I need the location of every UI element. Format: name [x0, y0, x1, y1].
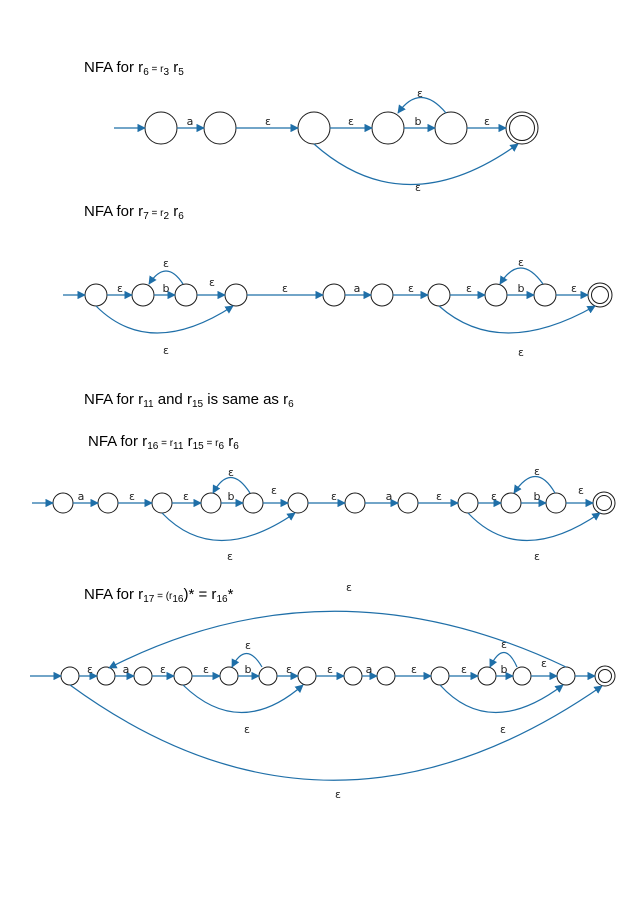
transition-label: ε	[163, 344, 169, 357]
state	[152, 493, 172, 513]
transition-label: a	[385, 490, 393, 503]
transition-label: b	[414, 115, 422, 128]
state	[501, 493, 521, 513]
transition-label: ε	[436, 490, 442, 503]
state	[204, 112, 236, 144]
transition-label: ε	[518, 256, 524, 269]
state	[132, 284, 154, 306]
state	[513, 667, 531, 685]
state	[288, 493, 308, 513]
transition-label: ε	[501, 638, 507, 651]
state	[478, 667, 496, 685]
state	[134, 667, 152, 685]
state	[201, 493, 221, 513]
transition-label: ε	[87, 663, 93, 676]
title-r16: NFA for $r_{16}$ $^{= r}_{11}$ $r_{15}$ $^{= r}_6$ $r_6$	[88, 433, 239, 452]
state	[398, 493, 418, 513]
transition-label: b	[533, 490, 541, 503]
transition-label: ε	[500, 723, 506, 736]
state	[372, 112, 404, 144]
accept-state-inner	[510, 116, 535, 141]
transition-label: ε	[209, 276, 215, 289]
state	[225, 284, 247, 306]
transition-label: b	[517, 282, 525, 295]
state	[298, 667, 316, 685]
state	[344, 667, 362, 685]
transition-label: ε	[271, 484, 277, 497]
transition-label: ε	[578, 484, 584, 497]
transition-label: ε	[228, 466, 234, 479]
state	[534, 284, 556, 306]
transition-label: ε	[571, 282, 577, 295]
state	[428, 284, 450, 306]
state	[371, 284, 393, 306]
transition-arrow	[468, 513, 600, 541]
transition-label: ε	[408, 282, 414, 295]
transition-label: b	[500, 663, 508, 676]
transition-label: ε	[327, 663, 333, 676]
transition-label: ε	[286, 663, 292, 676]
state	[243, 493, 263, 513]
state	[298, 112, 330, 144]
state	[175, 284, 197, 306]
transition-label: ε	[163, 257, 169, 270]
transition-label: ε	[484, 115, 490, 128]
transition-label: ε	[227, 550, 233, 563]
state	[145, 112, 177, 144]
transition-label: ε	[331, 490, 337, 503]
state	[557, 667, 575, 685]
transition-label: b	[244, 663, 252, 676]
transition-label: ε	[117, 282, 123, 295]
state	[377, 667, 395, 685]
transition-arrow	[440, 685, 563, 713]
transition-label: ε	[411, 663, 417, 676]
transition-arrow	[162, 513, 295, 541]
transition-label: ε	[541, 657, 547, 670]
accept-state-inner	[592, 287, 609, 304]
transition-label: a	[77, 490, 85, 503]
state	[546, 493, 566, 513]
title-r6: NFA for $r_6$ $^{= r}_3$ $r_5$	[84, 59, 184, 78]
transition-label: a	[122, 663, 130, 676]
transition-arrow	[183, 685, 303, 713]
transition-label: ε	[534, 465, 540, 478]
transition-label: ε	[335, 788, 341, 801]
transition-label: ε	[466, 282, 472, 295]
state	[323, 284, 345, 306]
transition-arrow	[439, 306, 595, 333]
transition-label: ε	[417, 87, 423, 100]
transition-label: ε	[415, 181, 421, 194]
transition-arrow	[314, 144, 518, 185]
transition-label: b	[162, 282, 170, 295]
transition-arrow	[96, 306, 233, 333]
title-r7: NFA for $r_7$ $^{= r}_2$ $r_6$	[84, 203, 184, 222]
transition-label: ε	[129, 490, 135, 503]
state	[435, 112, 467, 144]
transition-label: b	[227, 490, 235, 503]
accept-state-inner	[597, 496, 612, 511]
transition-label: a	[186, 115, 194, 128]
transition-label: ε	[461, 663, 467, 676]
transition-arrow	[70, 685, 602, 780]
state	[53, 493, 73, 513]
state	[220, 667, 238, 685]
state	[431, 667, 449, 685]
title-r17: NFA for $r_{17}$ $^{= (r}_{16})* = r_{16}*$	[84, 586, 234, 605]
transition-arrow	[109, 611, 566, 668]
transition-label: ε	[203, 663, 209, 676]
transition-label: ε	[245, 639, 251, 652]
state	[458, 493, 478, 513]
state	[485, 284, 507, 306]
transition-label: ε	[518, 346, 524, 359]
transition-label: ε	[534, 550, 540, 563]
state	[259, 667, 277, 685]
state	[97, 667, 115, 685]
transition-label: ε	[160, 663, 166, 676]
transition-label: a	[353, 282, 361, 295]
transition-label: ε	[265, 115, 271, 128]
transition-label: ε	[491, 490, 497, 503]
transition-label: ε	[183, 490, 189, 503]
transition-label: ε	[346, 581, 352, 594]
state	[174, 667, 192, 685]
title-r11-r15: NFA for $r_{11}$ and $r_{15}$ is same as $r_6$	[84, 391, 294, 410]
transition-label: ε	[244, 723, 250, 736]
state	[85, 284, 107, 306]
state	[345, 493, 365, 513]
state	[98, 493, 118, 513]
transition-label: ε	[282, 282, 288, 295]
transition-label: ε	[348, 115, 354, 128]
state	[61, 667, 79, 685]
accept-state-inner	[599, 670, 612, 683]
transition-label: a	[365, 663, 373, 676]
